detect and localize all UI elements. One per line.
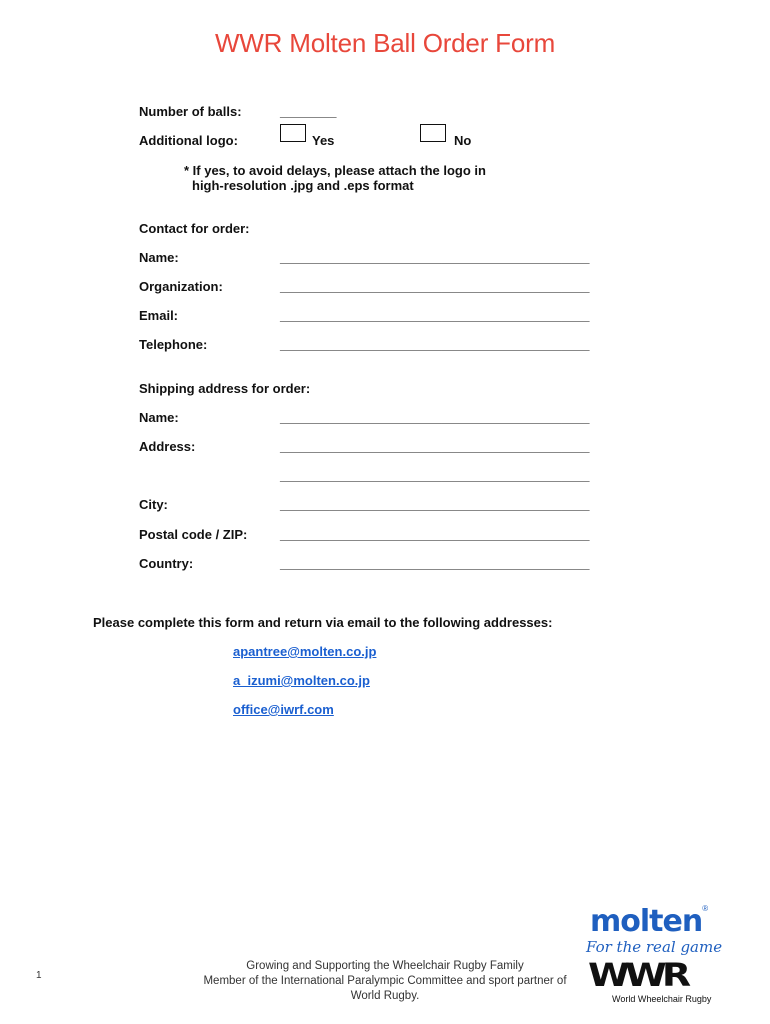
contact-email-label: Email: [139,308,179,323]
shipping-country-label: Country: [139,556,194,571]
email-link-apantree[interactable]: apantree@molten.co.jp [233,644,377,659]
email-link-izumi[interactable]: a_izumi@molten.co.jp [233,673,370,688]
logo-yes-label: Yes [312,133,335,148]
contact-telephone-label: Telephone: [139,337,208,352]
wwr-subtitle: World Wheelchair Rugby [612,994,712,1004]
contact-name-field[interactable]: ____________________________________________ [280,250,590,265]
contact-heading: Contact for order: [139,221,250,236]
shipping-address-field-2[interactable]: ____________________________________________ [280,468,590,483]
logo-no-checkbox[interactable] [420,124,446,142]
logo-yes-checkbox[interactable] [280,124,306,142]
shipping-address-label: Address: [139,439,196,454]
contact-telephone-field[interactable]: ____________________________________________ [280,337,590,352]
footer-line1: Growing and Supporting the Wheelchair Rugby Family [246,960,524,972]
shipping-postal-field[interactable]: ____________________________________________ [280,527,590,542]
logo-note-line2: high-resolution .jpg and .eps format [192,178,414,193]
logo-note-line1: * If yes, to avoid delays, please attach the logo in [184,163,486,178]
shipping-postal-label: Postal code / ZIP: [139,527,248,542]
footer-text [150,959,620,1004]
contact-organization-field[interactable]: ____________________________________________ [280,279,590,294]
wwr-logo: WWR [588,956,687,994]
molten-tagline: For the real game [586,938,723,956]
shipping-heading: Shipping address for order: [139,381,311,396]
registered-mark: ® [702,904,709,913]
shipping-name-field[interactable]: ____________________________________________ [280,410,590,425]
shipping-city-field[interactable]: ____________________________________________ [280,497,590,512]
return-instructions: Please complete this form and return via email to the following addresses: [93,615,553,630]
email-link-iwrf[interactable]: office@iwrf.com [233,702,334,717]
shipping-city-label: City: [139,497,168,512]
footer-line3: World Rugby. [350,990,420,1002]
shipping-name-label: Name: [139,410,179,425]
page-number: 1 [36,970,42,981]
logo-no-label: No [454,133,472,148]
contact-name-label: Name: [139,250,179,265]
shipping-address-field-1[interactable]: ____________________________________________ [280,439,590,454]
contact-organization-label: Organization: [139,279,223,294]
shipping-country-field[interactable]: ____________________________________________ [280,556,590,571]
balls-label: Number of balls: [139,104,242,119]
page-title: WWR Molten Ball Order Form [214,28,556,58]
balls-field[interactable]: ________ [280,104,337,119]
contact-email-field[interactable]: ____________________________________________ [280,308,590,323]
molten-logo [590,904,708,939]
logo-label: Additional logo: [139,133,238,148]
footer-line2: Member of the International Paralympic Committee and sport partner of [203,975,567,987]
molten-wordmark: molten [590,904,703,939]
